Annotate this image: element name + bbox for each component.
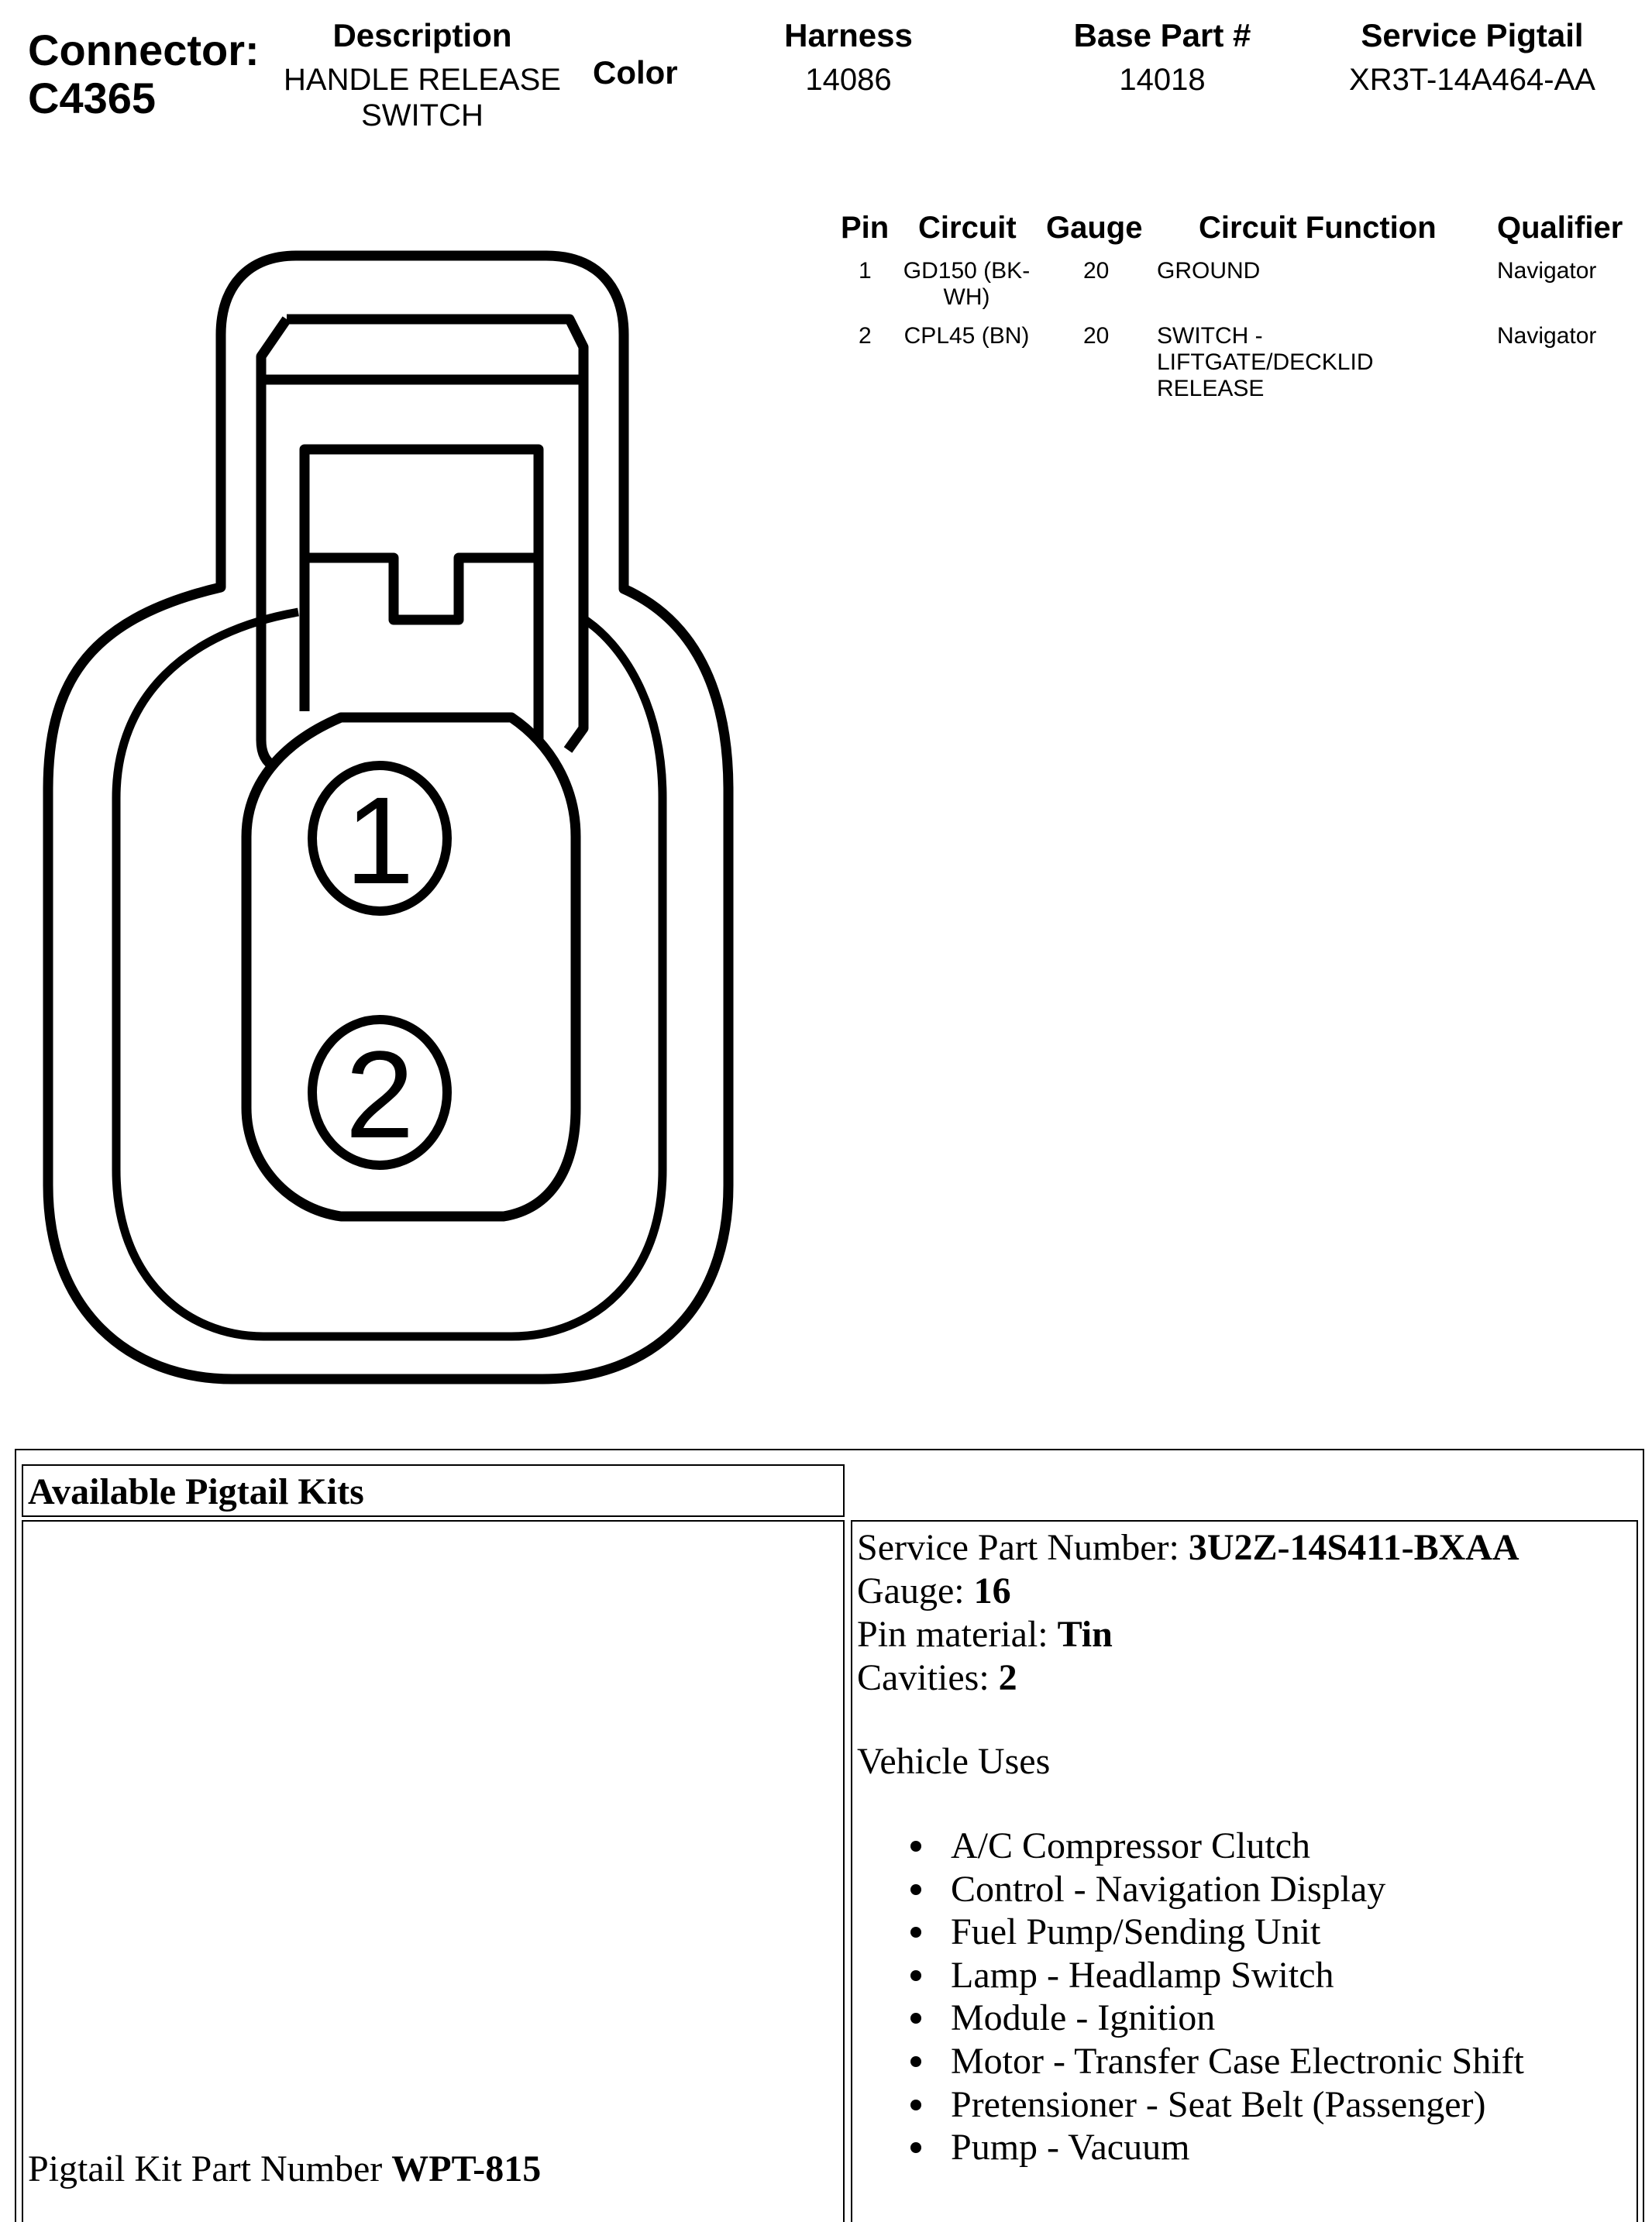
vehicle-uses-list xyxy=(910,1825,1524,2169)
kit-cavities-label: Cavities: xyxy=(857,1657,999,1698)
circuit-line-1: GD150 (BK- xyxy=(903,258,1031,284)
vehicle-use-label: Pretensioner - Seat Belt (Passenger) xyxy=(951,2083,1486,2125)
gauge-value: 20 xyxy=(1083,258,1110,284)
function-line-2: LIFTGATE/DECKLID xyxy=(1157,349,1374,375)
list-item xyxy=(910,1954,1524,1997)
list-item xyxy=(910,2040,1524,2083)
pigtail-kit-part-number xyxy=(28,2148,541,2191)
base-part-label: Base Part # xyxy=(1073,17,1251,53)
pigtail-kit-part-label: Pigtail Kit Part Number xyxy=(28,2148,392,2189)
list-item xyxy=(910,1825,1524,1868)
pin-table-header-circuit: Circuit xyxy=(918,211,1017,245)
pin-1-label: 1 xyxy=(345,771,415,910)
vehicle-use-label: Motor - Transfer Case Electronic Shift xyxy=(951,2040,1524,2082)
kit-pin-material xyxy=(857,1613,1519,1656)
bullet-icon xyxy=(910,1927,921,1938)
service-part-value: 3U2Z-14S411-BXAA xyxy=(1188,1527,1519,1568)
vehicle-use-label: Module - Ignition xyxy=(951,1997,1216,2039)
pin-number: 1 xyxy=(859,258,872,284)
pigtail-kits-title-cell xyxy=(22,1464,845,1517)
function-line-1: GROUND xyxy=(1157,258,1261,284)
bullet-icon xyxy=(910,2142,921,2153)
vehicle-use-label: Lamp - Headlamp Switch xyxy=(951,1954,1334,1996)
qualifier-value: Navigator xyxy=(1497,323,1597,349)
bullet-icon xyxy=(910,1970,921,1981)
harness-value: 14086 xyxy=(805,63,892,97)
pin-2-label: 2 xyxy=(345,1025,415,1164)
pin-number: 2 xyxy=(859,323,872,349)
kit-pin-material-value: Tin xyxy=(1057,1614,1113,1655)
kit-gauge-value: 16 xyxy=(973,1570,1011,1611)
description-line-2: SWITCH xyxy=(361,98,484,132)
bullet-icon xyxy=(910,2056,921,2067)
pin-table-header-gauge: Gauge xyxy=(1046,211,1143,245)
kit-pin-material-label: Pin material: xyxy=(857,1614,1058,1655)
connector-id: C4365 xyxy=(28,74,157,122)
pin-table-header-function: Circuit Function xyxy=(1199,211,1437,245)
service-part-number xyxy=(857,1526,1519,1570)
circuit-value: CPL45 (BN) xyxy=(903,323,1030,349)
service-part-label: Service Part Number: xyxy=(857,1527,1189,1568)
circuit-value xyxy=(899,258,1034,311)
pigtail-kit-part-value: WPT-815 xyxy=(391,2148,542,2189)
gauge-value: 20 xyxy=(1083,323,1110,349)
pin-table-header-qualifier: Qualifier xyxy=(1497,211,1623,245)
vehicle-uses-title: Vehicle Uses xyxy=(857,1741,1051,1782)
list-item xyxy=(910,2126,1524,2169)
bullet-icon xyxy=(910,2013,921,2024)
description-line-1: HANDLE RELEASE xyxy=(284,63,561,97)
bullet-icon xyxy=(910,1884,921,1895)
function-line-1: SWITCH - xyxy=(1157,323,1263,349)
latch-tab xyxy=(305,449,539,750)
list-item xyxy=(910,1868,1524,1911)
list-item xyxy=(910,1911,1524,1954)
base-part-value: 14018 xyxy=(1119,63,1206,97)
service-pigtail-label: Service Pigtail xyxy=(1361,17,1584,53)
connector-face-diagram xyxy=(0,0,775,1410)
qualifier-value: Navigator xyxy=(1497,258,1597,284)
pin-table-header-pin: Pin xyxy=(841,211,890,245)
service-pigtail-value: XR3T-14A464-AA xyxy=(1349,63,1595,97)
bullet-icon xyxy=(910,2100,921,2110)
vehicle-use-label: A/C Compressor Clutch xyxy=(951,1825,1310,1866)
kit-cavities xyxy=(857,1656,1519,1700)
color-label: Color xyxy=(593,54,678,91)
function-value xyxy=(1157,323,1374,402)
vehicle-use-label: Fuel Pump/Sending Unit xyxy=(951,1911,1321,1953)
circuit-line-2: WH) xyxy=(943,284,990,310)
kit-gauge xyxy=(857,1570,1519,1613)
bullet-icon xyxy=(910,1841,921,1852)
vehicle-use-label: Pump - Vacuum xyxy=(951,2127,1190,2169)
harness-label: Harness xyxy=(784,17,913,53)
kit-gauge-label: Gauge: xyxy=(857,1570,974,1611)
vehicle-use-label: Control - Navigation Display xyxy=(951,1868,1386,1910)
kit-cavities-value: 2 xyxy=(998,1657,1017,1698)
description-label: Description xyxy=(332,17,512,53)
list-item xyxy=(910,2083,1524,2127)
function-value xyxy=(1157,258,1260,284)
list-item xyxy=(910,1997,1524,2040)
pigtail-kits-title: Available Pigtail Kits xyxy=(28,1471,364,1512)
pigtail-kit-image-cell xyxy=(22,1520,845,2222)
function-line-3: RELEASE xyxy=(1157,376,1265,401)
connector-label: Connector: xyxy=(28,26,260,74)
